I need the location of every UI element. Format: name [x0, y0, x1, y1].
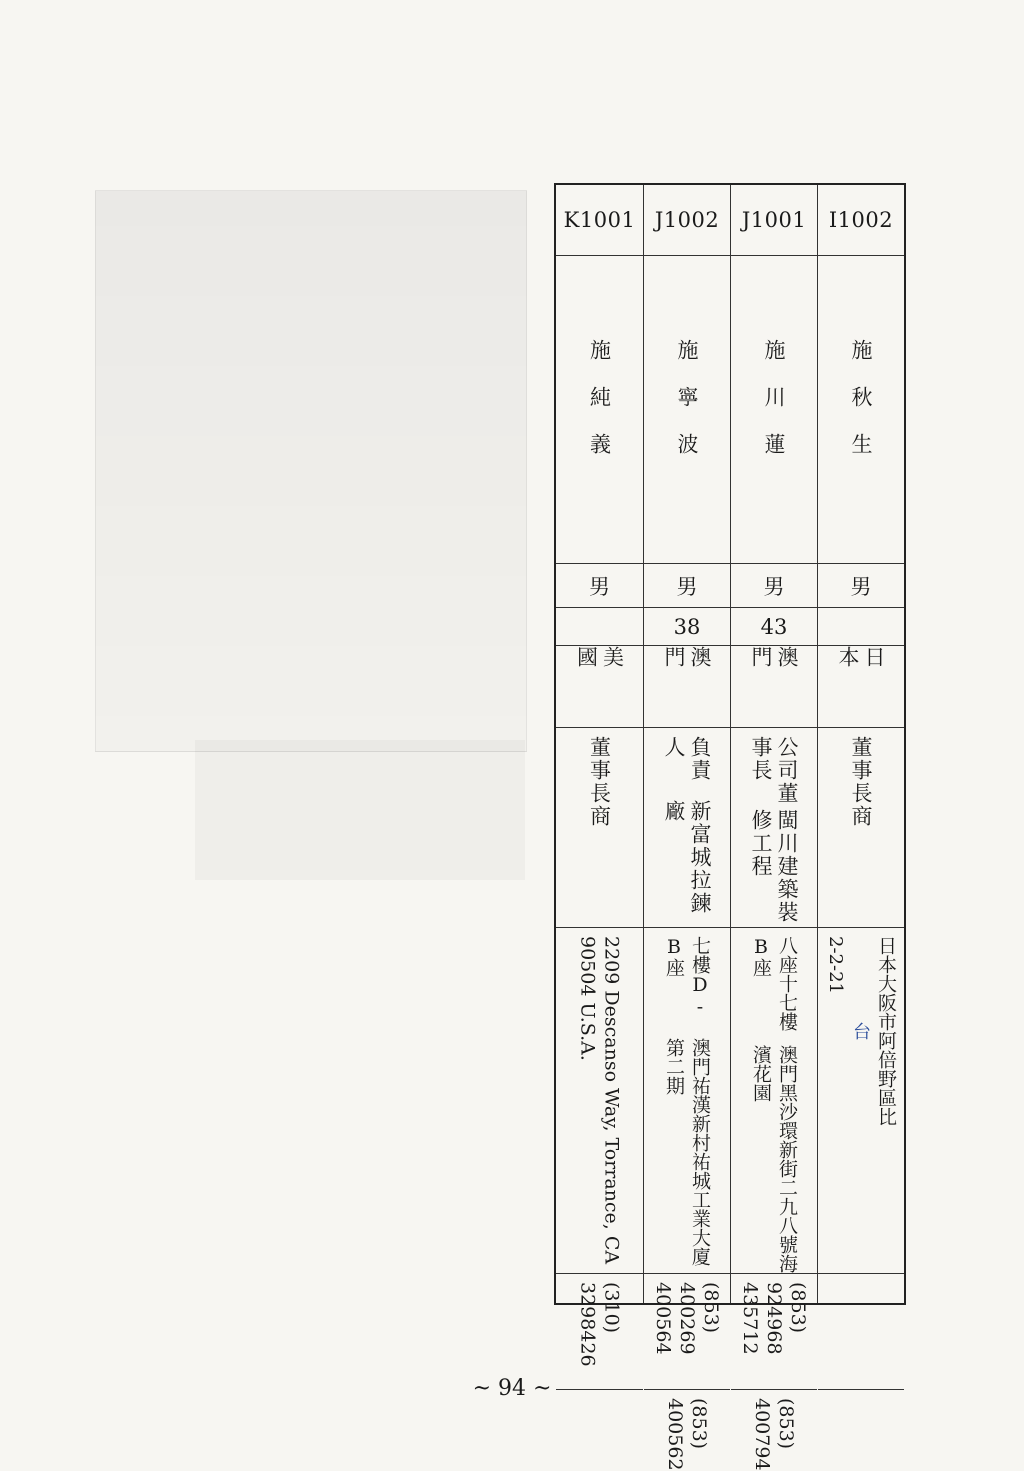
- member-code-cell: [731, 185, 817, 255]
- member-address-line: 2209 Descanso Way, Torrance, CA: [600, 936, 623, 1265]
- member-phone-cell: [644, 1273, 730, 1389]
- member-sex: 男: [589, 574, 610, 599]
- member-fax-line: (853): [775, 1398, 797, 1450]
- member-phone-line: (310): [600, 1282, 623, 1334]
- member-fax-line: 400562: [664, 1398, 686, 1471]
- member-nationality: 澳門: [749, 646, 799, 693]
- member-address-cell: [731, 927, 817, 1273]
- member-nationality-cell: [731, 645, 817, 727]
- member-name-cell: [644, 255, 730, 563]
- member-name: 施秋生: [849, 339, 873, 480]
- member-phone-line: (853): [787, 1282, 809, 1334]
- member-title-line: 閩川建築裝修工程: [749, 809, 799, 925]
- member-address-line: 八座十七樓B座: [750, 936, 798, 1031]
- member-name-cell: [818, 255, 904, 563]
- member-nationality-cell: [818, 645, 904, 727]
- member-title-line: 商: [587, 805, 612, 828]
- member-table: [554, 183, 906, 1471]
- member-name: 施川蓮: [762, 339, 786, 480]
- member-nationality: 澳門: [662, 646, 712, 693]
- member-code-cell: [818, 185, 904, 255]
- member-phone-cell: [556, 1273, 643, 1389]
- member-address-cell: [556, 927, 643, 1273]
- bleed-through-shadow: [95, 190, 527, 752]
- member-code: I1002: [828, 208, 894, 232]
- member-code-cell: [644, 185, 730, 255]
- member-address-line: 90504 U.S.A.: [576, 936, 599, 1061]
- member-phone-line: 400564: [652, 1282, 674, 1355]
- member-code-cell: [556, 185, 643, 255]
- member-address-cell: [818, 927, 904, 1273]
- member-age-cell: [556, 607, 643, 645]
- member-sex-cell: [644, 563, 730, 607]
- member-name-cell: [556, 255, 643, 563]
- member-title-line: 新富城拉鍊廠: [662, 799, 712, 915]
- member-age-cell: [818, 607, 904, 645]
- member-title-line: 負責人: [662, 736, 712, 782]
- member-title-line: 商: [849, 805, 873, 828]
- member-sex: 男: [850, 574, 872, 599]
- member-phone-line: 924968: [763, 1282, 785, 1355]
- member-column-j1001: [730, 185, 817, 1471]
- member-title-line: 董事長: [587, 736, 612, 805]
- member-title-line: 董事長: [849, 736, 873, 805]
- member-phone-line: 400269: [676, 1282, 698, 1355]
- member-address-cell: [644, 927, 730, 1273]
- member-name: 施寧波: [675, 339, 699, 480]
- member-nationality-cell: [556, 645, 643, 727]
- member-title-cell: [644, 727, 730, 927]
- member-address-line: 澳門祐漢新村祐城工業大廈第二期: [663, 1037, 711, 1266]
- member-address-line: 七樓D-B座: [663, 936, 711, 1018]
- member-column-i1002: [817, 185, 904, 1303]
- member-name: 施純義: [587, 339, 612, 480]
- address-stamp-icon: 台: [850, 1022, 871, 1040]
- member-address-line: 澳門黑沙環新街二九八號海濱花園: [750, 1044, 798, 1273]
- member-sex-cell: [556, 563, 643, 607]
- member-title-cell: [556, 727, 643, 927]
- member-sex: 男: [676, 574, 698, 599]
- member-sex: 男: [763, 574, 785, 599]
- member-address-line: 2-2-21: [825, 936, 846, 994]
- member-column-j1002: [643, 185, 730, 1471]
- member-phone-cell: [731, 1273, 817, 1389]
- bleed-through-shadow-lower: [195, 740, 525, 880]
- member-age-cell: [731, 607, 817, 645]
- member-title-line: 公司董事長: [749, 736, 799, 805]
- member-fax-line: 400794: [751, 1398, 773, 1471]
- member-age: 43: [760, 614, 788, 639]
- member-sex-cell: [818, 563, 904, 607]
- page-number: ~ 94 ~: [472, 1376, 552, 1401]
- member-column-k1001: [556, 185, 643, 1367]
- member-age: 38: [673, 614, 701, 639]
- member-code: K1001: [563, 208, 636, 232]
- member-fax-line: (853): [688, 1398, 710, 1450]
- member-sex-cell: [731, 563, 817, 607]
- member-nationality: 日本: [836, 646, 886, 693]
- member-phone-cell: [818, 1273, 904, 1389]
- member-nationality: 美國: [574, 646, 625, 693]
- member-age-cell: [644, 607, 730, 645]
- member-title-cell: [731, 727, 817, 927]
- member-nationality-cell: [644, 645, 730, 727]
- member-phone-line: (853): [700, 1282, 722, 1334]
- member-phone-line: 435712: [739, 1282, 761, 1355]
- member-name-cell: [731, 255, 817, 563]
- member-code: J1002: [654, 208, 720, 232]
- member-title-cell: [818, 727, 904, 927]
- member-address-line: 日本大阪市阿倍野區比: [875, 936, 897, 1126]
- member-phone-line: 3298426: [576, 1282, 599, 1367]
- member-code: J1001: [741, 208, 807, 232]
